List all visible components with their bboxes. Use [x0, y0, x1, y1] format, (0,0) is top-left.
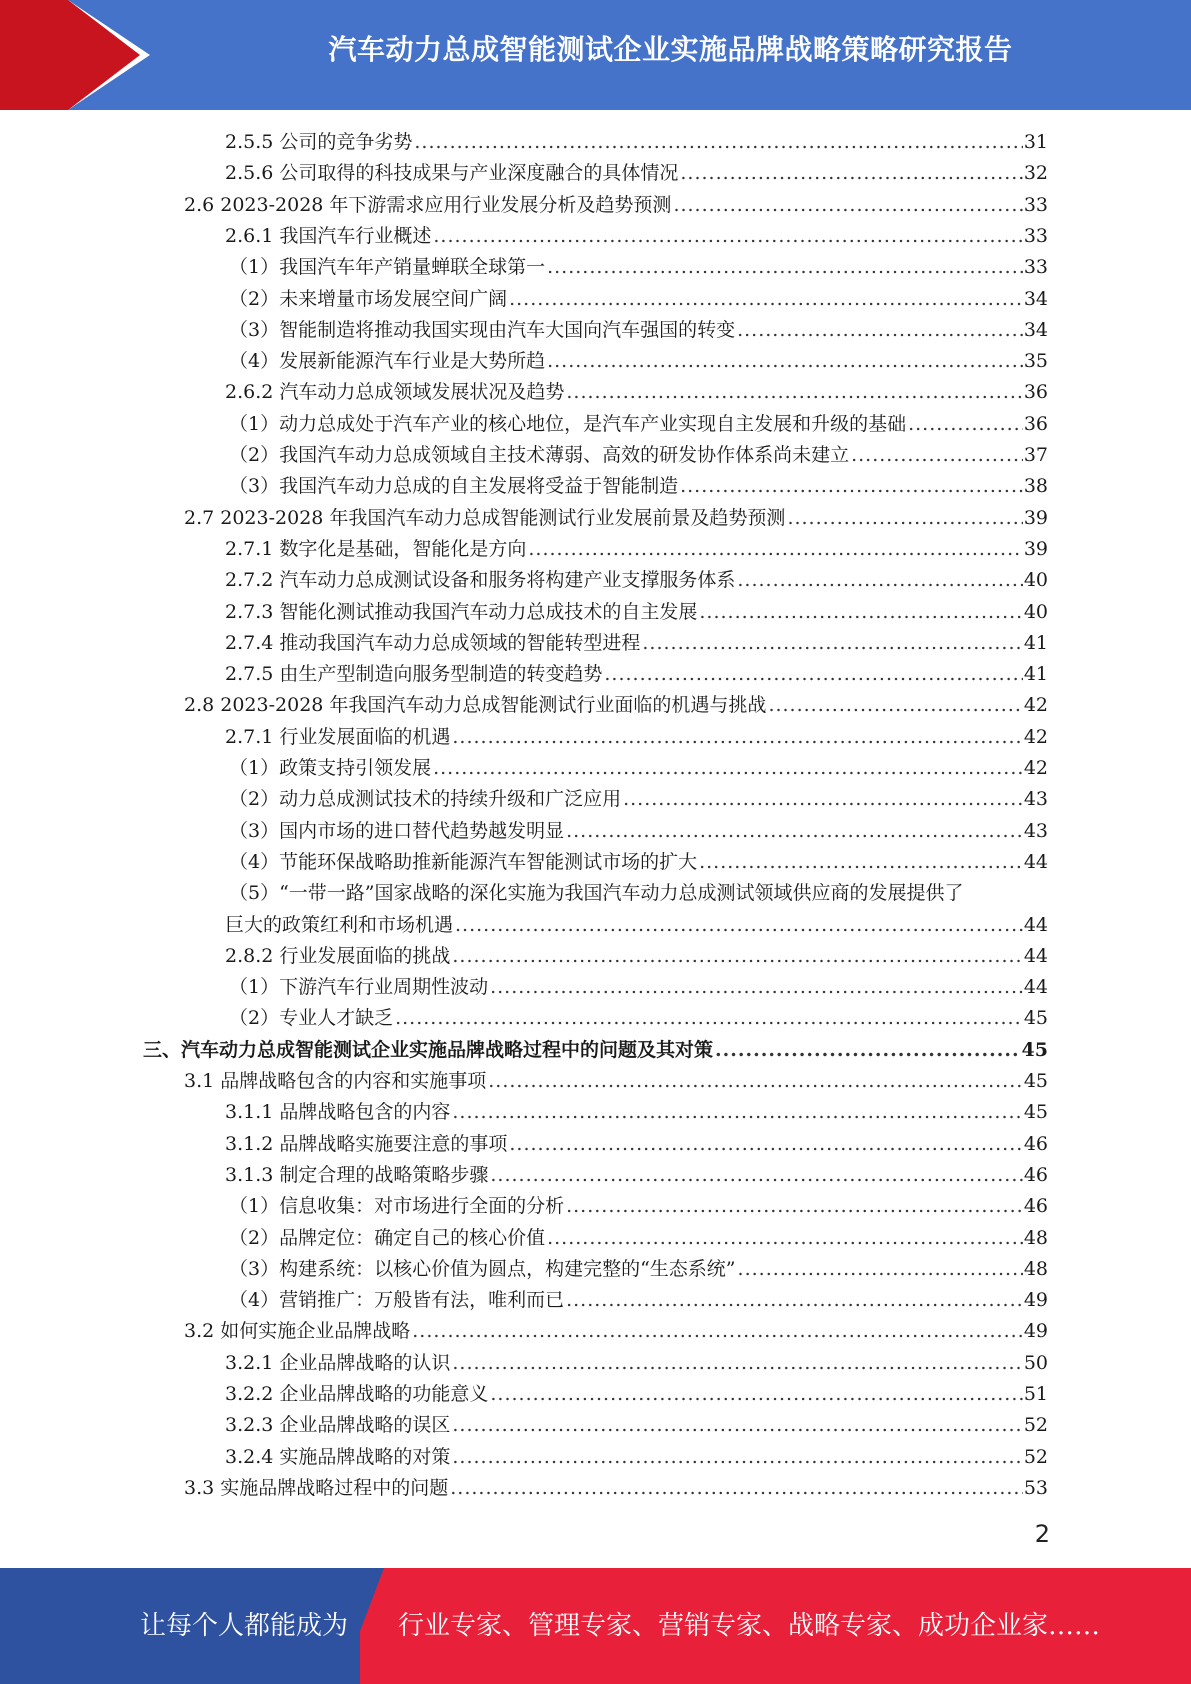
toc-entry-page: 39	[1023, 506, 1048, 529]
toc-entry[interactable]	[225, 1348, 1048, 1379]
toc-leader-dots	[490, 1379, 1022, 1410]
toc-leader-dots	[851, 440, 1023, 471]
toc-leader-dots	[528, 534, 1022, 565]
toc-entry-page: 45	[1023, 1007, 1048, 1030]
toc-leader-dots	[715, 1035, 1021, 1066]
toc-entry-page: 35	[1023, 350, 1048, 373]
toc-entry-page: 32	[1023, 162, 1048, 185]
toc-entry-page: 48	[1023, 1226, 1048, 1249]
toc-entry-title: （3）智能制造将推动我国实现由汽车大国向汽车强国的转变	[229, 315, 737, 346]
toc-leader-dots	[452, 1348, 1022, 1379]
toc-entry-title: （3）我国汽车动力总成的自主发展将受益于智能制造	[229, 471, 680, 502]
toc-entry[interactable]	[225, 534, 1048, 565]
toc-entry-page: 42	[1023, 757, 1048, 779]
page-footer	[0, 1568, 1191, 1684]
toc-entry-page: 52	[1023, 1414, 1048, 1437]
toc-entry-title: （2）我国汽车动力总成领域自主技术薄弱、高效的研发协作体系尚未建立	[229, 440, 851, 471]
toc-entry-page: 50	[1023, 1351, 1048, 1374]
toc-leader-dots	[642, 628, 1022, 659]
toc-entry-title: 2.7.1 行业发展面临的机遇	[225, 722, 452, 753]
toc-leader-dots	[395, 1003, 1023, 1034]
toc-entry-title: （2）动力总成测试技术的持续升级和广泛应用	[229, 784, 623, 815]
toc-entry[interactable]	[229, 409, 1048, 440]
toc-entry[interactable]	[225, 722, 1048, 753]
toc-entry-page: 40	[1023, 569, 1048, 592]
toc-entry-title: 3.2.1 企业品牌战略的认识	[225, 1348, 452, 1379]
toc-entry[interactable]	[225, 597, 1048, 628]
toc-entry[interactable]	[229, 1223, 1048, 1254]
toc-leader-dots	[547, 1223, 1023, 1254]
toc-entry-page: 37	[1023, 444, 1048, 466]
toc-leader-dots	[450, 1473, 1023, 1504]
toc-entry-title: （1）政策支持引领发展	[229, 753, 433, 784]
toc-entry-page: 49	[1023, 1289, 1048, 1312]
toc-entry-page: 42	[1023, 725, 1048, 748]
toc-leader-dots	[452, 941, 1022, 972]
toc-entry[interactable]	[184, 190, 1048, 221]
toc-entry-page: 34	[1023, 318, 1048, 341]
page-number: 2	[1034, 1520, 1050, 1548]
toc-entry[interactable]	[184, 690, 1048, 721]
toc-entry[interactable]	[225, 628, 1048, 659]
toc-entry-page: 44	[1023, 976, 1048, 999]
toc-entry-page: 40	[1023, 600, 1048, 623]
toc-entry-title: （1）动力总成处于汽车产业的核心地位，是汽车产业实现自主发展和升级的基础	[229, 409, 908, 440]
toc-leader-dots	[452, 1442, 1022, 1473]
toc-entry[interactable]	[225, 910, 1048, 941]
toc-entry[interactable]	[225, 565, 1048, 596]
toc-leader-dots	[623, 784, 1023, 815]
page-header	[0, 0, 1191, 110]
toc-entry-page: 36	[1023, 412, 1048, 435]
toc-leader-dots	[680, 158, 1022, 189]
toc-entry-title: 3.1.2 品牌战略实施要注意的事项	[225, 1129, 509, 1160]
toc-entry-page: 46	[1023, 1132, 1048, 1155]
toc-entry-page: 39	[1023, 537, 1048, 560]
toc-entry-page: 53	[1023, 1476, 1048, 1499]
toc-leader-dots	[488, 1066, 1023, 1097]
toc-entry-title: 三、汽车动力总成智能测试企业实施品牌战略过程中的问题及其对策	[143, 1035, 715, 1066]
toc-entry[interactable]	[229, 1003, 1048, 1034]
toc-entry-page: 41	[1023, 631, 1048, 654]
toc-leader-dots	[452, 722, 1022, 753]
toc-entry-title: 2.7.3 智能化测试推动我国汽车动力总成技术的自主发展	[225, 597, 699, 628]
toc-leader-dots	[566, 377, 1022, 408]
toc-entry-title: 2.6 2023-2028 年下游需求应用行业发展分析及趋势预测	[184, 190, 673, 221]
toc-entry[interactable]	[225, 1442, 1048, 1473]
toc-leader-dots	[433, 221, 1022, 252]
toc-leader-dots	[547, 346, 1023, 377]
toc-entry[interactable]	[225, 377, 1048, 408]
toc-entry-page: 44	[1023, 913, 1048, 936]
toc-entry[interactable]	[229, 440, 1048, 471]
toc-entry[interactable]	[229, 1254, 1048, 1285]
toc-entry-title: 3.2.2 企业品牌战略的功能意义	[225, 1379, 490, 1410]
toc-entry[interactable]	[225, 221, 1048, 252]
footer-slogan-left: 让每个人都能成为	[140, 1611, 349, 1641]
toc-entry-title: 2.5.5 公司的竞争劣势	[225, 127, 414, 158]
toc-entry[interactable]	[229, 972, 1048, 1003]
toc-entry-title: （2）未来增量市场发展空间广阔	[229, 284, 509, 315]
toc-entry-page: 36	[1023, 381, 1048, 404]
toc-entry-title: 3.1 品牌战略包含的内容和实施事项	[184, 1066, 488, 1097]
toc-entry[interactable]	[229, 471, 1048, 502]
toc-entry-title: （4）发展新能源汽车行业是大势所趋	[229, 346, 547, 377]
toc-entry-page: 46	[1023, 1163, 1048, 1186]
toc-leader-dots	[680, 471, 1023, 502]
toc-leader-dots	[699, 597, 1022, 628]
toc-entry-page: 45	[1023, 1070, 1048, 1092]
toc-leader-dots	[768, 690, 1022, 721]
toc-entry-title: （1）我国汽车年产销量蝉联全球第一	[229, 252, 547, 283]
toc-entry-title: （3）构建系统：以核心价值为圆点，构建完整的“生态系统”	[229, 1254, 738, 1285]
toc-entry-title: 2.7 2023-2028 年我国汽车动力总成智能测试行业发展前景及趋势预测	[184, 503, 787, 534]
toc-entry-title: 巨大的政策红利和市场机遇	[225, 910, 455, 941]
toc-entry-page: 33	[1023, 224, 1048, 247]
toc-leader-dots	[412, 1316, 1023, 1347]
toc-leader-dots	[787, 503, 1022, 534]
toc-entry-title: 3.1.3 制定合理的战略策略步骤	[225, 1160, 490, 1191]
toc-entry[interactable]	[225, 127, 1048, 158]
toc-entry-title: 2.6.2 汽车动力总成领域发展状况及趋势	[225, 377, 566, 408]
toc-entry[interactable]	[229, 878, 1048, 909]
document-title: 汽车动力总成智能测试企业实施品牌战略策略研究报告	[328, 33, 1013, 66]
toc-entry[interactable]	[184, 1316, 1048, 1347]
toc-entry-title: 2.7.2 汽车动力总成测试设备和服务将构建产业支撑服务体系	[225, 565, 737, 596]
toc-leader-dots	[908, 409, 1023, 440]
toc-entry-title: （5）“一带一路”国家战略的深化实施为我国汽车动力总成测试领域供应商的发展提供了	[229, 882, 964, 905]
toc-entry[interactable]	[225, 1097, 1048, 1128]
toc-entry-title: （3）国内市场的进口替代趋势越发明显	[229, 816, 566, 847]
toc-leader-dots	[509, 284, 1023, 315]
toc-leader-dots	[566, 816, 1023, 847]
toc-entry[interactable]	[184, 503, 1048, 534]
toc-leader-dots	[452, 1097, 1022, 1128]
toc-leader-dots	[414, 127, 1022, 158]
toc-entry-page: 51	[1023, 1383, 1048, 1405]
toc-leader-dots	[455, 910, 1023, 941]
toc-entry-title: 2.7.1 数字化是基础，智能化是方向	[225, 534, 528, 565]
toc-entry-title: （2）专业人才缺乏	[229, 1003, 395, 1034]
toc-entry-title: 2.8 2023-2028 年我国汽车动力总成智能测试行业面临的机遇与挑战	[184, 690, 768, 721]
toc-entry-page: 48	[1023, 1257, 1048, 1280]
toc-entry[interactable]	[229, 1191, 1048, 1222]
toc-leader-dots	[490, 972, 1023, 1003]
toc-entry[interactable]	[229, 315, 1048, 346]
toc-entry-page: 43	[1023, 788, 1048, 811]
toc-entry-title: 2.8.2 行业发展面临的挑战	[225, 941, 452, 972]
toc-leader-dots	[509, 1129, 1022, 1160]
header-red-block	[0, 0, 68, 110]
toc-entry[interactable]	[229, 816, 1048, 847]
toc-entry-page: 42	[1023, 694, 1048, 717]
toc-entry-title: 3.2 如何实施企业品牌战略	[184, 1316, 412, 1347]
toc-leader-dots	[547, 252, 1023, 283]
toc-entry-page: 46	[1023, 1195, 1048, 1218]
toc-entry[interactable]	[225, 659, 1048, 690]
toc-entry[interactable]	[225, 1160, 1048, 1191]
toc-entry[interactable]	[229, 784, 1048, 815]
toc-entry-page: 33	[1023, 193, 1048, 216]
toc-entry-page: 44	[1023, 850, 1048, 873]
toc-leader-dots	[452, 1410, 1022, 1441]
toc-entry-title: （1）下游汽车行业周期性波动	[229, 972, 490, 1003]
toc-entry-title: （4）营销推广：万般皆有法，唯利而已	[229, 1285, 566, 1316]
toc-entry[interactable]	[184, 1473, 1048, 1504]
toc-entry[interactable]	[229, 284, 1048, 315]
toc-entry-page: 34	[1023, 287, 1048, 310]
toc-entry[interactable]	[184, 1066, 1048, 1097]
toc-leader-dots	[737, 565, 1022, 596]
toc-entry-page: 45	[1021, 1038, 1048, 1061]
toc-entry-title: 2.6.1 我国汽车行业概述	[225, 221, 433, 252]
toc-entry[interactable]	[143, 1035, 1048, 1066]
toc-entry-page: 44	[1023, 944, 1048, 967]
toc-entry-page: 52	[1023, 1445, 1048, 1468]
toc-leader-dots	[737, 315, 1023, 346]
toc-entry-title: （2）品牌定位：确定自己的核心价值	[229, 1223, 547, 1254]
toc-entry[interactable]	[225, 941, 1048, 972]
toc-leader-dots	[433, 753, 1023, 784]
toc-entry-page: 43	[1023, 819, 1048, 842]
toc-entry-title: 3.2.3 企业品牌战略的误区	[225, 1410, 452, 1441]
toc-entry-page: 49	[1023, 1320, 1048, 1343]
toc-leader-dots	[566, 1285, 1023, 1316]
toc-entry-title: 2.7.4 推动我国汽车动力总成领域的智能转型进程	[225, 628, 642, 659]
toc-entry-page: 41	[1023, 663, 1048, 686]
toc-entry-title: 3.1.1 品牌战略包含的内容	[225, 1097, 452, 1128]
toc-leader-dots	[490, 1160, 1022, 1191]
toc-leader-dots	[604, 659, 1022, 690]
toc-entry[interactable]	[225, 1410, 1048, 1441]
toc-entry[interactable]	[229, 753, 1048, 784]
toc-leader-dots	[699, 847, 1023, 878]
toc-entry-title: 3.3 实施品牌战略过程中的问题	[184, 1473, 450, 1504]
toc-entry[interactable]	[229, 1285, 1048, 1316]
toc-leader-dots	[738, 1254, 1023, 1285]
toc-entry[interactable]	[225, 1129, 1048, 1160]
toc-leader-dots	[566, 1191, 1023, 1222]
toc-entry-page: 31	[1023, 131, 1048, 153]
toc-entry-page: 45	[1023, 1101, 1048, 1124]
toc-entry-title: （1）信息收集：对市场进行全面的分析	[229, 1191, 566, 1222]
toc-entry[interactable]	[229, 346, 1048, 377]
toc-entry[interactable]	[229, 252, 1048, 283]
toc-entry-page: 33	[1023, 256, 1048, 279]
toc-entry[interactable]	[229, 847, 1048, 878]
toc-entry-title: 2.5.6 公司取得的科技成果与产业深度融合的具体情况	[225, 158, 680, 189]
toc-entry-title: 2.7.5 由生产型制造向服务型制造的转变趋势	[225, 659, 604, 690]
toc-entry[interactable]	[225, 158, 1048, 189]
footer-slogan-right: 行业专家、管理专家、营销专家、战略专家、成功企业家……	[398, 1611, 1101, 1641]
header-red-chevron	[68, 0, 140, 110]
toc-leader-dots	[673, 190, 1022, 221]
toc-entry-title: （4）节能环保战略助推新能源汽车智能测试市场的扩大	[229, 847, 699, 878]
toc-entry-title: 3.2.4 实施品牌战略的对策	[225, 1442, 452, 1473]
toc-entry[interactable]	[225, 1379, 1048, 1410]
toc-entry-page: 38	[1023, 475, 1048, 498]
